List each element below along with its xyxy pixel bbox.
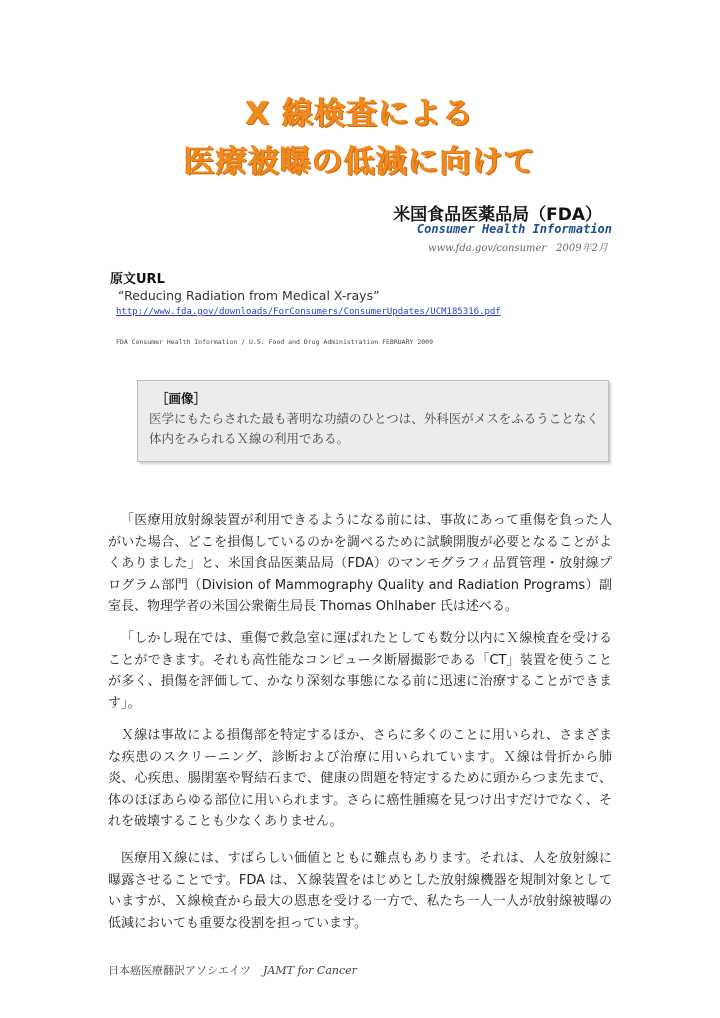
image-caption-box xyxy=(137,380,609,462)
title-line-1: X 線検査による xyxy=(245,96,475,132)
source-url-link[interactable]: http://www.fda.gov/downloads/ForConsumers/ConsumerUpdates/UCM185316.pdf xyxy=(116,307,501,317)
body-paragraph-4: 医療用Ｘ線には、すばらしい価値とともに難点もあります。それは、人を放射線に曝露させることです。FDA は、Ｘ線装置をはじめとした放射線機器を規制対象としていますが、Ｘ線検査から最大の恩恵を受ける一方で、私たち一人一人が放射線被曝の低減においても重要な役割を担っています。 xyxy=(108,851,612,931)
body-paragraph-2: 「しかし現在では、重傷で救急室に運ばれたとしても数分以内にＸ線検査を受けることができます。それも高性能なコンピュータ断層撮影である「CT」装置を使うことが多く、損傷を評価して、かなり深刻な事態になる前に迅速に治療することができます」。 xyxy=(108,631,612,711)
series-name: Consumer Health Information xyxy=(416,222,612,236)
source-credit: FDA Consumer Health Information / U.S. Food and Drug Administration FEBRUARY 2009 xyxy=(116,338,433,346)
body-paragraph-1: 「医療用放射線装置が利用できるようになる前には、事故にあって重傷を負った人がいた場合、どこを損傷しているのかを調べるために試験開腹が必要となることがよくありました」と、米国食品医薬品局（FDA）のマンモグラフィ品質管理・放射線プログラム部門（Division of Mammography Quality and Radiation Programs）副室長、物理学者の米国公衆衛生局長 Thomas Ohlhaber 氏は述べる。 xyxy=(108,513,612,614)
source-title: “Reducing Radiation from Medical X-rays” xyxy=(118,288,380,303)
footer-org-ja: 日本癌医療翻訳アソシエイツ xyxy=(108,964,251,977)
footer xyxy=(108,962,357,978)
image-label: ［画像］ xyxy=(156,391,207,406)
web-and-date: www.fda.gov/consumer 2009年2月 xyxy=(428,243,608,254)
organization-name: 米国食品医薬品局（FDA） xyxy=(393,205,602,225)
title-line-2: 医療被曝の低減に向けて xyxy=(184,144,536,180)
footer-org-en: JAMT for Cancer xyxy=(263,964,357,977)
image-caption: 医学にもたらされた最も著明な功績のひとつは、外科医がメスをふるうことなく体内をみられるＸ線の利用である。 xyxy=(149,411,599,446)
source-label: 原文URL xyxy=(110,272,165,287)
body-paragraph-3: Ｘ線は事故による損傷部を特定するほか、さらに多くのことに用いられ、さまざまな疾患のスクリーニング、診断および治療に用いられています。Ｘ線は骨折から肺炎、心疾患、腸閉塞や腎結石まで、健康の問題を特定するために頭からつま先まで、体のほぼあらゆる部位に用いられます。さらに癌性腫瘍を見つけ出すだけでなく、それを破壊することも少なくありません。 xyxy=(108,728,612,829)
